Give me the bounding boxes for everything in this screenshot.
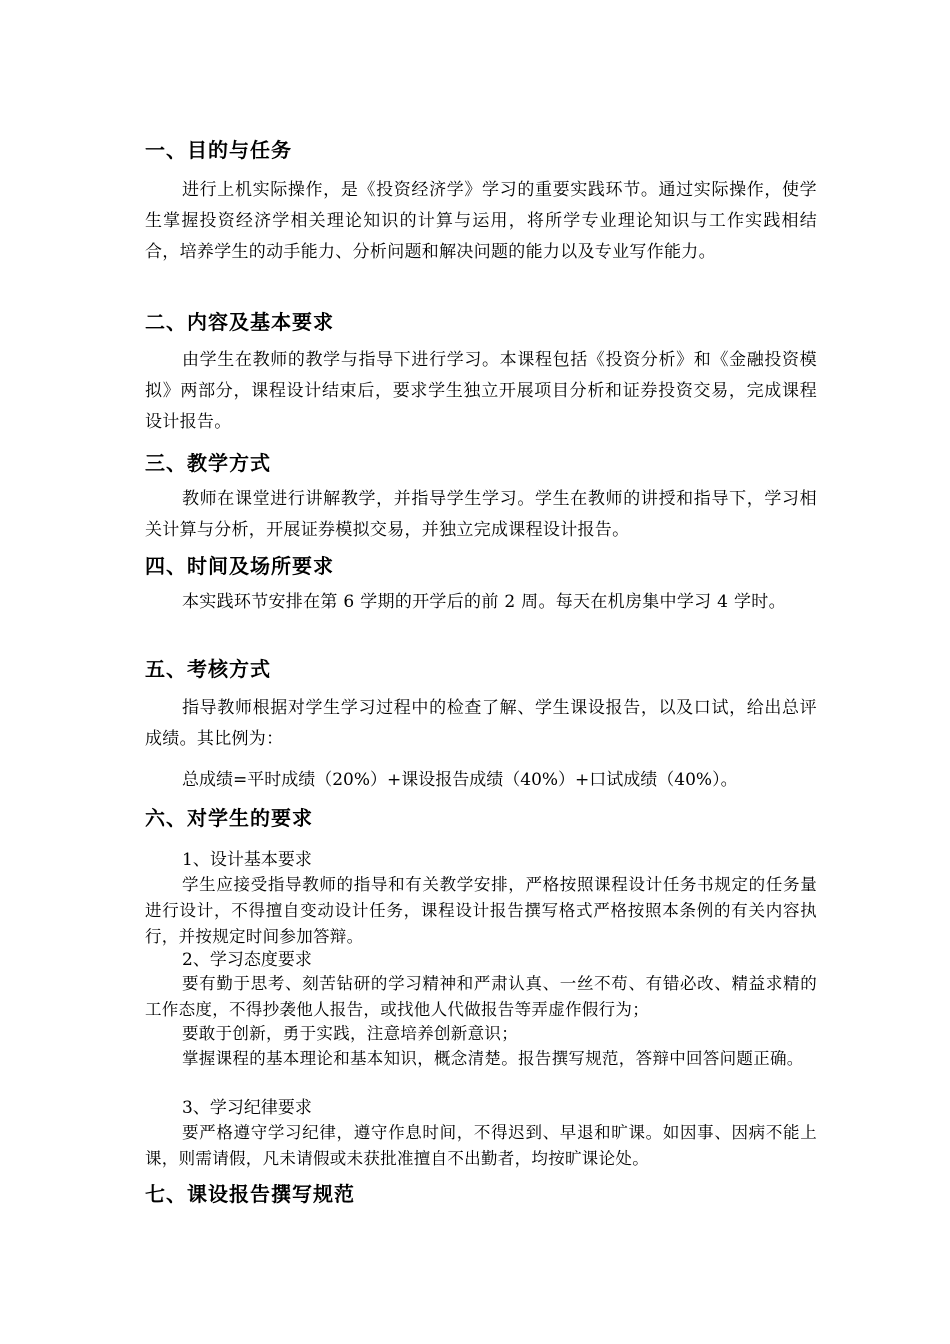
section-heading: 六、对学生的要求 <box>145 806 313 830</box>
paragraph: 学生应接受指导教师的指导和有关教学安排，严格按照课程设计任务书规定的任务量进行设计，不得擅自变动设计任务，课程设计报告撰写格式严格按照本条例的有关内容执行，并按规定时间参加答辩。 <box>145 875 817 946</box>
subsection-title: 2、学习态度要求 <box>182 950 312 970</box>
section-heading: 三、教学方式 <box>145 451 271 475</box>
subsection-title: 1、设计基本要求 <box>182 850 312 870</box>
paragraph: 指导教师根据对学生学习过程中的检查了解、学生课设报告，以及口试，给出总评成绩。其比例为： <box>145 698 817 749</box>
section-heading: 七、课设报告撰写规范 <box>145 1182 355 1206</box>
section-heading: 二、内容及基本要求 <box>145 310 334 334</box>
section-heading: 五、考核方式 <box>145 657 271 681</box>
subsection-title: 3、学习纪律要求 <box>182 1098 312 1118</box>
grade-formula: 总成绩=平时成绩（20%）+课设报告成绩（40%）+口试成绩（40%）。 <box>182 770 738 790</box>
section-heading: 一、目的与任务 <box>145 138 292 162</box>
paragraph: 由学生在教师的教学与指导下进行学习。本课程包括《投资分析》和《金融投资模拟》两部分，课程设计结束后，要求学生独立开展项目分析和证券投资交易，完成课程设计报告。 <box>145 350 817 432</box>
paragraph: 掌握课程的基本理论和基本知识，概念清楚。报告撰写规范，答辩中回答问题正确。 <box>182 1049 804 1068</box>
paragraph: 进行上机实际操作，是《投资经济学》学习的重要实践环节。通过实际操作，使学生掌握投资经济学相关理论知识的计算与运用，将所学专业理论知识与工作实践相结合，培养学生的动手能力、分析问题和解决问题的能力以及专业写作能力。 <box>145 180 817 262</box>
paragraph: 要严格遵守学习纪律，遵守作息时间，不得迟到、早退和旷课。如因事、因病不能上课，则需请假，凡未请假或未获批准擅自不出勤者，均按旷课论处。 <box>145 1123 817 1168</box>
paragraph: 本实践环节安排在第 6 学期的开学后的前 2 周。每天在机房集中学习 4 学时。 <box>182 592 786 612</box>
paragraph: 教师在课堂进行讲解教学，并指导学生学习。学生在教师的讲授和指导下，学习相关计算与分析，开展证券模拟交易，并独立完成课程设计报告。 <box>145 489 817 540</box>
section-heading: 四、时间及场所要求 <box>145 554 334 578</box>
paragraph: 要敢于创新，勇于实践，注意培养创新意识； <box>182 1024 518 1043</box>
paragraph: 要有勤于思考、刻苦钻研的学习精神和严肃认真、一丝不苟、有错必改、精益求精的工作态度，不得抄袭他人报告，或找他人代做报告等弄虚作假行为； <box>145 974 817 1019</box>
